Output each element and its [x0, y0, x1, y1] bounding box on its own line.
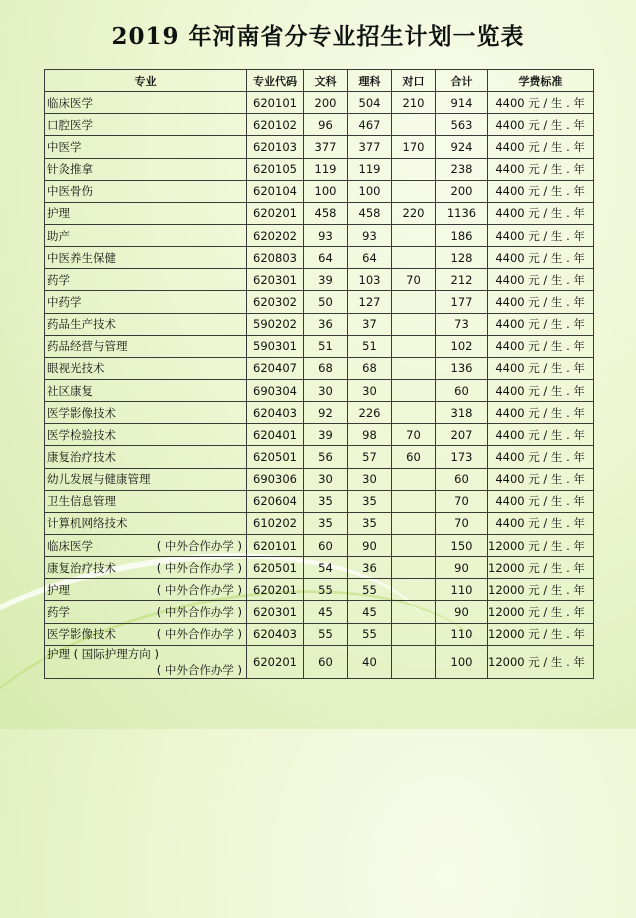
table-row: [45, 579, 594, 601]
cell-counterpart: [392, 335, 436, 357]
major-name: 社区康复: [47, 383, 93, 398]
cell-total: 60: [436, 379, 488, 401]
cell-arts: 92: [304, 402, 348, 424]
major-name: 药品生产技术: [47, 317, 116, 332]
cell-fee: 12000 元 / 生 . 年: [488, 623, 594, 645]
cell-counterpart: [392, 402, 436, 424]
cell-counterpart: 70: [392, 424, 436, 446]
cell-fee: 4400 元 / 生 . 年: [488, 114, 594, 136]
cell-code: 620201: [247, 645, 304, 678]
cell-science: 30: [348, 379, 392, 401]
cell-fee: 4400 元 / 生 . 年: [488, 136, 594, 158]
cell-counterpart: [392, 512, 436, 534]
table-header-row: [45, 70, 594, 92]
cell-total: 238: [436, 158, 488, 180]
cell-code: 590301: [247, 335, 304, 357]
cell-science: 93: [348, 224, 392, 246]
cell-fee: 12000 元 / 生 . 年: [488, 579, 594, 601]
cell-arts: 51: [304, 335, 348, 357]
cell-major: [45, 623, 247, 645]
cell-code: 620803: [247, 247, 304, 269]
table-row: [45, 468, 594, 490]
cell-code: 620407: [247, 357, 304, 379]
major-name: 药品经营与管理: [47, 339, 128, 354]
cell-total: 60: [436, 468, 488, 490]
cell-total: 924: [436, 136, 488, 158]
cell-major: [45, 579, 247, 601]
major-name: 康复治疗技术: [47, 560, 116, 575]
cell-counterpart: [392, 247, 436, 269]
cell-total: 102: [436, 335, 488, 357]
cell-major: [45, 446, 247, 468]
header-fee: 学费标准: [488, 70, 594, 92]
cell-total: 1136: [436, 202, 488, 224]
cell-total: 150: [436, 534, 488, 556]
cell-code: 620201: [247, 202, 304, 224]
cell-code: 610202: [247, 512, 304, 534]
table-row: [45, 557, 594, 579]
cell-science: 36: [348, 557, 392, 579]
cell-arts: 458: [304, 202, 348, 224]
cell-counterpart: 170: [392, 136, 436, 158]
major-name: 中医骨伤: [47, 184, 93, 199]
cell-arts: 50: [304, 291, 348, 313]
table-row: [45, 335, 594, 357]
cell-major: [45, 224, 247, 246]
cell-fee: 12000 元 / 生 . 年: [488, 601, 594, 623]
table-row: [45, 136, 594, 158]
cell-major: [45, 335, 247, 357]
cell-fee: 4400 元 / 生 . 年: [488, 512, 594, 534]
cell-total: 212: [436, 269, 488, 291]
cell-fee: 4400 元 / 生 . 年: [488, 291, 594, 313]
cell-total: 136: [436, 357, 488, 379]
cell-science: 55: [348, 623, 392, 645]
table-row: [45, 247, 594, 269]
cell-arts: 39: [304, 269, 348, 291]
cooperation-note: ( 中外合作办学 ): [156, 627, 242, 642]
cell-counterpart: [392, 291, 436, 313]
cell-arts: 39: [304, 424, 348, 446]
cell-science: 226: [348, 402, 392, 424]
header-major: 专业: [45, 70, 247, 92]
cell-code: 620201: [247, 579, 304, 601]
cell-total: 200: [436, 180, 488, 202]
cell-code: 620301: [247, 269, 304, 291]
cell-code: 620105: [247, 158, 304, 180]
cell-total: 563: [436, 114, 488, 136]
table-row: [45, 114, 594, 136]
major-name: 中医学: [47, 139, 82, 154]
cell-total: 128: [436, 247, 488, 269]
cell-counterpart: [392, 224, 436, 246]
cell-arts: 30: [304, 468, 348, 490]
cell-major: [45, 114, 247, 136]
cell-code: 620501: [247, 446, 304, 468]
cell-major: [45, 291, 247, 313]
cell-code: 620301: [247, 601, 304, 623]
cell-arts: 119: [304, 158, 348, 180]
major-name: 药学: [47, 604, 70, 619]
cell-code: 620501: [247, 557, 304, 579]
table-row: [45, 202, 594, 224]
cooperation-note: ( 中外合作办学 ): [156, 538, 242, 553]
cell-counterpart: 70: [392, 269, 436, 291]
cell-major: [45, 180, 247, 202]
header-code: 专业代码: [247, 70, 304, 92]
cell-science: 504: [348, 92, 392, 114]
table-row: [45, 158, 594, 180]
cell-total: 100: [436, 645, 488, 678]
cell-arts: 200: [304, 92, 348, 114]
cell-arts: 68: [304, 357, 348, 379]
cooperation-note: ( 中外合作办学 ): [156, 604, 242, 619]
cell-code: 620401: [247, 424, 304, 446]
cell-major: [45, 557, 247, 579]
cell-arts: 35: [304, 490, 348, 512]
major-name: 医学影像技术: [47, 627, 116, 642]
cell-arts: 36: [304, 313, 348, 335]
table-row: [45, 402, 594, 424]
cell-counterpart: [392, 601, 436, 623]
cell-code: 690304: [247, 379, 304, 401]
header-counterpart: 对口: [392, 70, 436, 92]
table-row: [45, 180, 594, 202]
cell-total: 90: [436, 601, 488, 623]
cell-science: 57: [348, 446, 392, 468]
table-row: [45, 224, 594, 246]
cell-code: 620403: [247, 402, 304, 424]
major-name: 临床医学: [47, 538, 93, 553]
cell-science: 40: [348, 645, 392, 678]
cell-counterpart: [392, 357, 436, 379]
major-name: 护理 ( 国际护理方向 ): [47, 646, 159, 661]
table-row: [45, 269, 594, 291]
cell-code: 620403: [247, 623, 304, 645]
cell-fee: 4400 元 / 生 . 年: [488, 92, 594, 114]
major-name: 中药学: [47, 294, 82, 309]
cell-science: 90: [348, 534, 392, 556]
major-name: 医学检验技术: [47, 427, 116, 442]
major-name: 幼儿发展与健康管理: [47, 472, 151, 487]
cell-arts: 64: [304, 247, 348, 269]
cell-code: 620104: [247, 180, 304, 202]
cell-science: 127: [348, 291, 392, 313]
cell-major: [45, 490, 247, 512]
major-name: 中医养生保健: [47, 250, 116, 265]
cell-total: 318: [436, 402, 488, 424]
major-name: 针灸推拿: [47, 162, 93, 177]
cell-arts: 377: [304, 136, 348, 158]
cell-total: 173: [436, 446, 488, 468]
cell-arts: 60: [304, 534, 348, 556]
cell-counterpart: [392, 180, 436, 202]
table-row: [45, 623, 594, 645]
cell-science: 37: [348, 313, 392, 335]
cell-science: 30: [348, 468, 392, 490]
table-row: [45, 512, 594, 534]
major-name: 眼视光技术: [47, 361, 105, 376]
cell-code: 620102: [247, 114, 304, 136]
cell-fee: 4400 元 / 生 . 年: [488, 468, 594, 490]
cell-fee: 4400 元 / 生 . 年: [488, 158, 594, 180]
cell-arts: 55: [304, 579, 348, 601]
major-name: 助产: [47, 228, 70, 243]
cell-major: [45, 512, 247, 534]
cell-science: 64: [348, 247, 392, 269]
cell-counterpart: [392, 557, 436, 579]
table-row: [45, 291, 594, 313]
cell-science: 100: [348, 180, 392, 202]
cell-science: 103: [348, 269, 392, 291]
cell-counterpart: 220: [392, 202, 436, 224]
cell-fee: 4400 元 / 生 . 年: [488, 202, 594, 224]
cell-total: 914: [436, 92, 488, 114]
cell-major: [45, 202, 247, 224]
cell-fee: 12000 元 / 生 . 年: [488, 557, 594, 579]
cell-fee: 4400 元 / 生 . 年: [488, 402, 594, 424]
cell-fee: 4400 元 / 生 . 年: [488, 224, 594, 246]
cell-arts: 45: [304, 601, 348, 623]
table-row: [45, 379, 594, 401]
cell-counterpart: [392, 468, 436, 490]
cell-total: 90: [436, 557, 488, 579]
cell-science: 98: [348, 424, 392, 446]
cell-code: 620101: [247, 92, 304, 114]
major-name: 护理: [47, 582, 70, 597]
cell-code: 590202: [247, 313, 304, 335]
cell-major: [45, 92, 247, 114]
cell-fee: 4400 元 / 生 . 年: [488, 379, 594, 401]
cell-counterpart: [392, 158, 436, 180]
cell-arts: 30: [304, 379, 348, 401]
cell-counterpart: 60: [392, 446, 436, 468]
cell-total: 73: [436, 313, 488, 335]
cell-total: 70: [436, 512, 488, 534]
cell-fee: 12000 元 / 生 . 年: [488, 645, 594, 678]
table-row: [45, 92, 594, 114]
cell-fee: 4400 元 / 生 . 年: [488, 313, 594, 335]
major-name: 计算机网络技术: [47, 516, 128, 531]
cell-code: 620103: [247, 136, 304, 158]
page-title: 2019 年河南省分专业招生计划一览表: [111, 23, 525, 50]
cell-fee: 4400 元 / 生 . 年: [488, 269, 594, 291]
table-row: [45, 446, 594, 468]
cell-counterpart: [392, 645, 436, 678]
cell-arts: 54: [304, 557, 348, 579]
cell-counterpart: [392, 534, 436, 556]
cell-major: [45, 534, 247, 556]
cell-counterpart: [392, 313, 436, 335]
cell-major: [45, 269, 247, 291]
cell-science: 68: [348, 357, 392, 379]
header-science: 理科: [348, 70, 392, 92]
cell-fee: 4400 元 / 生 . 年: [488, 335, 594, 357]
major-name: 药学: [47, 272, 70, 287]
cell-major: [45, 247, 247, 269]
major-name: 卫生信息管理: [47, 494, 116, 509]
cell-total: 70: [436, 490, 488, 512]
cell-major: [45, 379, 247, 401]
cell-counterpart: [392, 490, 436, 512]
table-row: [45, 645, 594, 678]
enrollment-plan-table: [44, 69, 594, 679]
cell-science: 35: [348, 512, 392, 534]
major-name: 口腔医学: [47, 117, 93, 132]
cell-science: 377: [348, 136, 392, 158]
cell-science: 467: [348, 114, 392, 136]
table-row: [45, 490, 594, 512]
cell-code: 620202: [247, 224, 304, 246]
major-name: 护理: [47, 206, 70, 221]
major-name: 康复治疗技术: [47, 449, 116, 464]
cell-total: 177: [436, 291, 488, 313]
cell-total: 110: [436, 623, 488, 645]
cell-code: 690306: [247, 468, 304, 490]
header-arts: 文科: [304, 70, 348, 92]
cell-total: 207: [436, 424, 488, 446]
cell-arts: 60: [304, 645, 348, 678]
cell-fee: 4400 元 / 生 . 年: [488, 424, 594, 446]
cell-counterpart: [392, 623, 436, 645]
cell-major: [45, 424, 247, 446]
cell-major: [45, 357, 247, 379]
cell-science: 51: [348, 335, 392, 357]
cell-fee: 4400 元 / 生 . 年: [488, 490, 594, 512]
cell-fee: 4400 元 / 生 . 年: [488, 357, 594, 379]
cell-fee: 4400 元 / 生 . 年: [488, 180, 594, 202]
cell-science: 45: [348, 601, 392, 623]
cell-arts: 56: [304, 446, 348, 468]
major-name: 医学影像技术: [47, 405, 116, 420]
cell-major: [45, 645, 247, 678]
cell-major: [45, 468, 247, 490]
cell-science: 35: [348, 490, 392, 512]
cell-arts: 35: [304, 512, 348, 534]
major-name: 临床医学: [47, 95, 93, 110]
cooperation-note: ( 中外合作办学 ): [156, 662, 242, 677]
cell-arts: 93: [304, 224, 348, 246]
cell-total: 110: [436, 579, 488, 601]
cell-science: 119: [348, 158, 392, 180]
cell-major: [45, 136, 247, 158]
cell-fee: 12000 元 / 生 . 年: [488, 534, 594, 556]
cell-code: 620604: [247, 490, 304, 512]
cell-counterpart: [392, 114, 436, 136]
cell-code: 620302: [247, 291, 304, 313]
cell-fee: 4400 元 / 生 . 年: [488, 247, 594, 269]
cell-arts: 55: [304, 623, 348, 645]
cell-total: 186: [436, 224, 488, 246]
cooperation-note: ( 中外合作办学 ): [156, 560, 242, 575]
cell-arts: 96: [304, 114, 348, 136]
cell-major: [45, 313, 247, 335]
cell-arts: 100: [304, 180, 348, 202]
cell-major: [45, 601, 247, 623]
cell-counterpart: [392, 379, 436, 401]
cell-code: 620101: [247, 534, 304, 556]
table-row: [45, 601, 594, 623]
cell-major: [45, 402, 247, 424]
cell-science: 458: [348, 202, 392, 224]
table-row: [45, 534, 594, 556]
cell-fee: 4400 元 / 生 . 年: [488, 446, 594, 468]
cell-counterpart: [392, 579, 436, 601]
table-row: [45, 313, 594, 335]
cell-major: [45, 158, 247, 180]
table-row: [45, 424, 594, 446]
cell-science: 55: [348, 579, 392, 601]
cell-counterpart: 210: [392, 92, 436, 114]
header-total: 合计: [436, 70, 488, 92]
table-row: [45, 357, 594, 379]
cooperation-note: ( 中外合作办学 ): [156, 582, 242, 597]
